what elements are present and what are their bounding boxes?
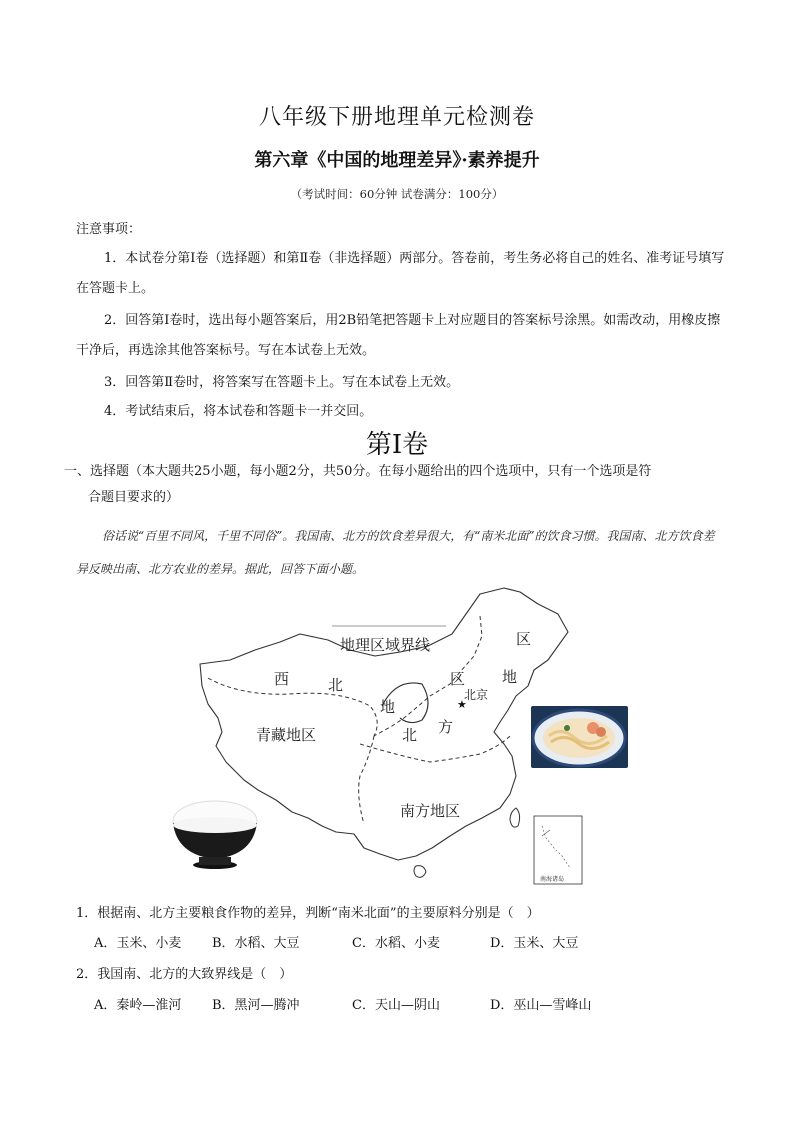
notes-heading: 注意事项：: [76, 222, 142, 237]
question-2-stem: 2．我国南、北方的大致界线是（ ）: [76, 967, 293, 982]
map-label-northeast-1: 区: [516, 630, 532, 648]
question-1-option-a[interactable]: A．玉米、小麦: [94, 936, 182, 951]
question-1-stem: 1．根据南、北方主要粮食作物的差异，判断“南米北面”的主要原料分别是（ ）: [76, 906, 540, 921]
note-text: 1．本试卷分第Ⅰ卷（选择题）和第Ⅱ卷（非选择题）两部分。答卷前，考生务必将自己的姓名、准考证号填写在答题卡上。: [76, 251, 725, 296]
section-line-2: 合题目要求的）: [88, 490, 180, 505]
volume-title: 第Ⅰ卷: [365, 430, 429, 460]
note-text: 3．回答第Ⅱ卷时，将答案写在答题卡上。写在本试卷上无效。: [104, 375, 460, 390]
note-item-4: [76, 397, 726, 427]
noodle-bowl-image: [531, 706, 628, 768]
question-1-option-b[interactable]: B．水稻、大豆: [212, 936, 300, 951]
noodle-bowl-icon: [531, 706, 628, 768]
note-item-3: [76, 368, 726, 398]
rice-bowl-icon: [165, 793, 264, 870]
question-1-option-c[interactable]: C．水稻、小麦: [352, 936, 440, 951]
map-label-inset: 南海诸岛: [540, 876, 565, 883]
question-2-options: [94, 994, 654, 1013]
map-label-northwest-2: 北: [328, 676, 344, 694]
map-label-north-2: 方: [438, 718, 454, 736]
note-item-1: [76, 244, 726, 303]
question-1-option-d[interactable]: D．玉米、大豆: [490, 936, 579, 951]
note-text: 4．考试结束后，将本试卷和答题卡一并交回。: [104, 404, 373, 419]
map-label-boundary: 地理区域界线: [340, 636, 431, 654]
chapter-subtitle: 第六章《中国的地理差异》·素养提升: [254, 150, 540, 171]
section-line-1: 一、选择题（本大题共25小题，每小题2分，共50分。在每小题给出的四个选项中，只有一个选项是符: [64, 464, 652, 479]
map-label-south: 南方地区: [400, 802, 461, 820]
map-label-northwest-3: 地: [380, 698, 396, 716]
question-1-options: [94, 932, 654, 951]
rice-bowl-image: [165, 793, 264, 870]
reading-passage: [76, 520, 726, 586]
section-title: [64, 459, 734, 511]
map-label-northwest-1: 西: [274, 670, 290, 688]
map-label-qingzang: 青藏地区: [256, 726, 317, 744]
map-label-northeast-2: 地: [502, 668, 518, 686]
map-label-beijing: 北京: [464, 688, 489, 702]
note-text: 2．回答第Ⅰ卷时，选出每小题答案后，用2B铅笔把答题卡上对应题目的答案标号涂黑。如需改动，用橡皮擦干净后，再选涂其他答案标号。写在本试卷上无效。: [76, 313, 721, 358]
passage-text: 俗话说“百里不同风，千里不同俗”。我国南、北方的饮食差异很大，有“南米北面”的饮食习惯。我国南、北方饮食差异反映出南、北方农业的差异。据此，回答下面小题。: [76, 529, 715, 576]
exam-info: （考试时间：60分钟 试卷满分：100分）: [290, 187, 504, 201]
question-2-option-a[interactable]: A．秦岭—淮河: [94, 998, 182, 1013]
question-2-option-c[interactable]: C．天山—阴山: [352, 998, 440, 1013]
page-title: 八年级下册地理单元检测卷: [258, 105, 535, 130]
map-label-northwest-4: 区: [450, 670, 466, 688]
note-item-2: [76, 306, 726, 365]
question-2-option-b[interactable]: B．黑河—腾冲: [212, 998, 300, 1013]
question-2-option-d[interactable]: D．巫山—雪峰山: [490, 998, 592, 1013]
map-label-north-1: 北: [402, 726, 418, 744]
svg-text:★: ★: [457, 698, 467, 711]
